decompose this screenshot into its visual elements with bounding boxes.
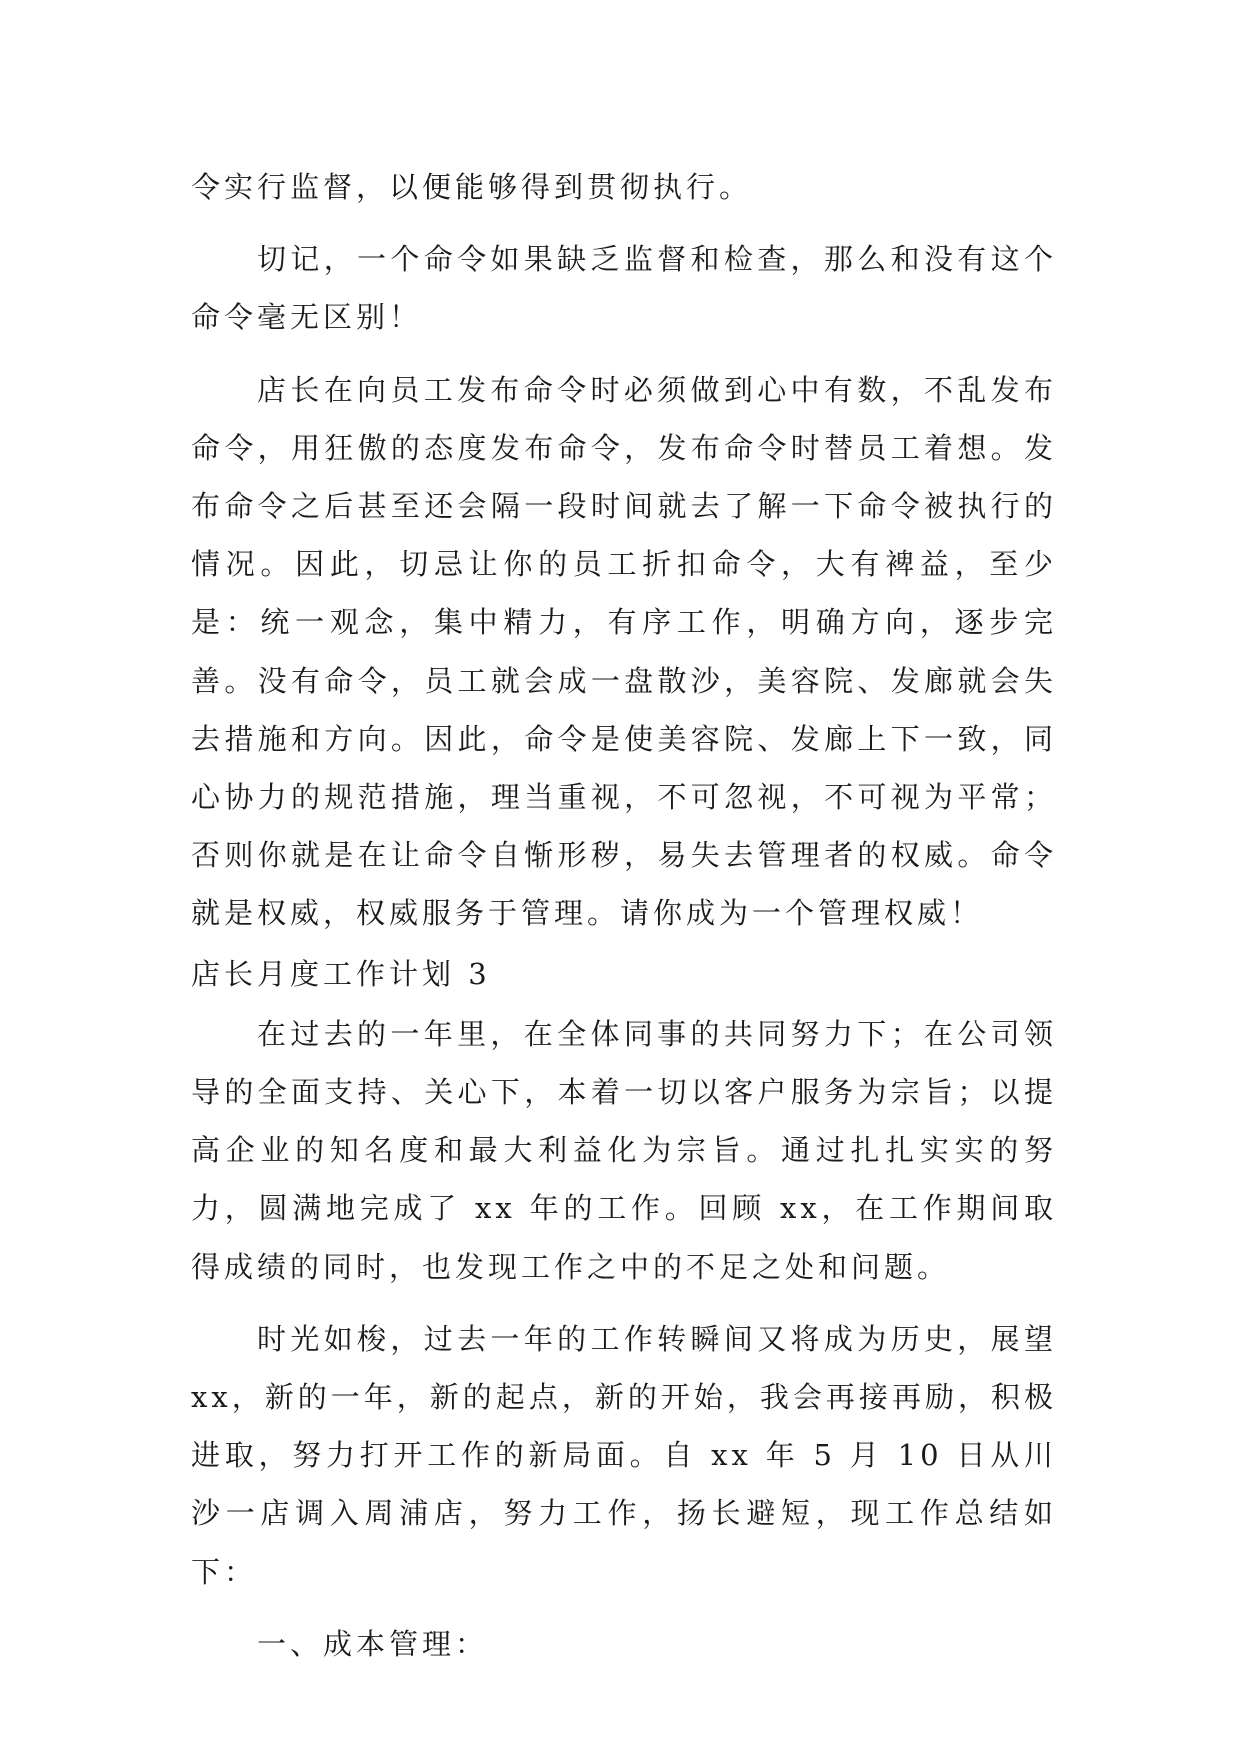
paragraph-past-year-review: 在过去的一年里，在全体同事的共同努力下；在公司领导的全面支持、关心下，本着一切以客户服务为宗旨；以提高企业的知名度和最大利益化为宗旨。通过扎扎实实的努力，圆满地完成了 xx 年的工作。回顾 xx，在工作期间取得成绩的同时，也发现工作之中的不足之处和问题。: [191, 1016, 1057, 1284]
paragraph-new-year-outlook: 时光如梭，过去一年的工作转瞬间又将成为历史，展望 xx，新的一年，新的起点，新的开始，我会再接再励，积极进取，努力打开工作的新局面。自 xx 年 5 月 10 日从川沙一店调入周浦店，努力工作，扬长避短，现工作总结如下：: [191, 1321, 1057, 1589]
paragraph-continuation: 令实行监督，以便能够得到贯彻执行。: [191, 170, 753, 204]
section-heading: 店长月度工作计划 3: [191, 956, 491, 991]
paragraph-supervision-reminder: 切记，一个命令如果缺乏监督和检查，那么和没有这个命令毫无区别！: [191, 242, 1057, 335]
paragraph-issuing-commands: 店长在向员工发布命令时必须做到心中有数，不乱发布命令，用狂傲的态度发布命令，发布命令时替员工着想。发布命令之后甚至还会隔一段时间就去了解一下命令被执行的情况。因此，切忌让你的员工折扣命令，大有裨益，至少是：统一观念，集中精力，有序工作，明确方向，逐步完善。没有命令，员工就会成一盘散沙，美容院、发廊就会失去措施和方向。因此，命令是使美容院、发廊上下一致，同心协力的规范措施，理当重视，不可忽视，不可视为平常；否则你就是在让命令自惭形秽，易失去管理者的权威。命令就是权威，权威服务于管理。请你成为一个管理权威！: [191, 372, 1057, 931]
document-body: [191, 158, 1057, 1687]
paragraph-cost-management-heading: 一、成本管理：: [257, 1626, 489, 1661]
